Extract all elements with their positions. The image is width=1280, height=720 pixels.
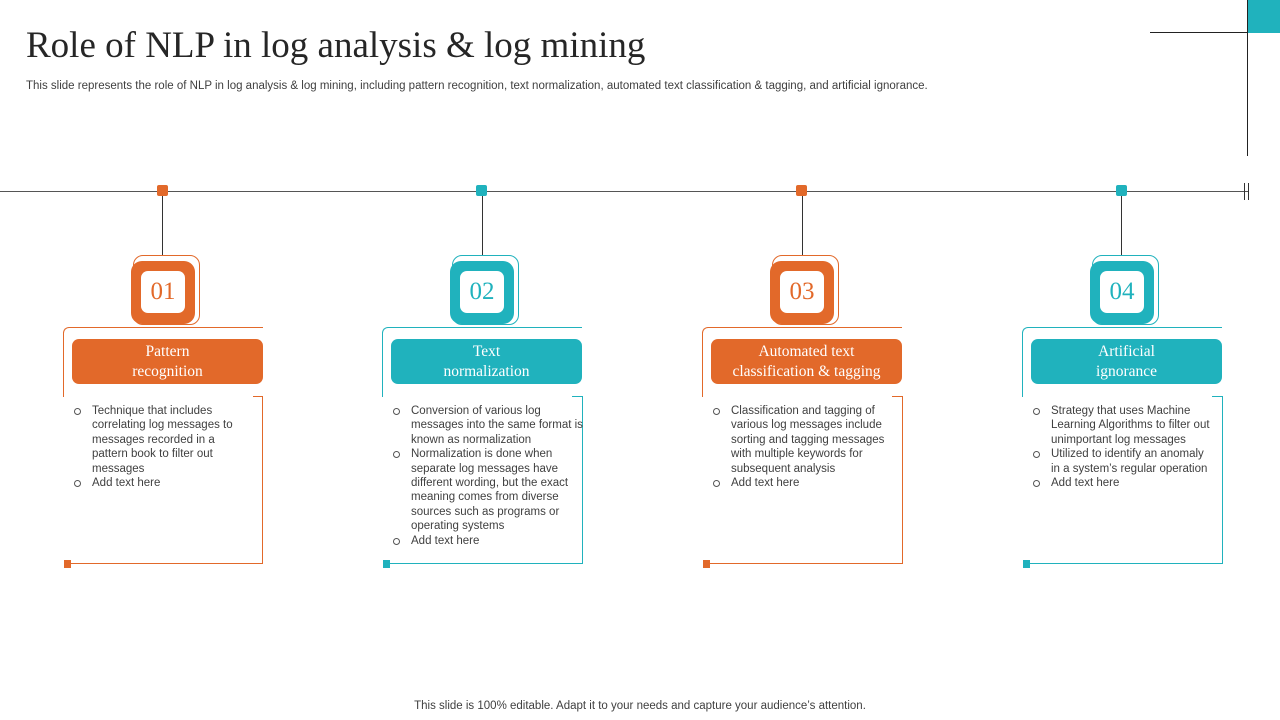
step-number: 04 bbox=[1100, 271, 1144, 313]
arrow-left-icon bbox=[703, 560, 710, 568]
step-number: 03 bbox=[780, 271, 824, 313]
step-number: 02 bbox=[460, 271, 504, 313]
content-frame bbox=[892, 396, 902, 397]
content-frame bbox=[262, 396, 263, 563]
content-frame bbox=[1212, 396, 1222, 397]
timeline-connector bbox=[482, 196, 483, 255]
step-number-badge bbox=[1090, 261, 1154, 324]
list-item: Technique that includes correlating log messages to messages recorded in a pattern book to filter out messages bbox=[72, 404, 248, 476]
step-label: Automated text classification & tagging bbox=[711, 339, 902, 384]
footer-note: This slide is 100% editable. Adapt it to your needs and capture your audience’s attention. bbox=[414, 700, 866, 712]
content-frame bbox=[70, 563, 263, 564]
timeline-connector bbox=[1121, 196, 1122, 255]
timeline-end-mark bbox=[1248, 183, 1249, 200]
list-item: Add text here bbox=[711, 476, 897, 490]
list-item: Add text here bbox=[1031, 476, 1211, 490]
list-item: Add text here bbox=[391, 534, 583, 548]
page-title: Role of NLP in log analysis & log mining bbox=[26, 25, 646, 66]
page-subtitle: This slide represents the role of NLP in log analysis & log mining, including pattern recognition, text normalization, automated text classification & tagging, and artificial ignorance. bbox=[26, 80, 928, 92]
corner-accent-square bbox=[1248, 0, 1280, 33]
timeline-line bbox=[0, 191, 1248, 192]
bullet-list bbox=[711, 404, 897, 490]
list-item: Utilized to identify an anomaly in a system’s regular operation bbox=[1031, 447, 1211, 476]
content-frame bbox=[572, 396, 582, 397]
step-label: Pattern recognition bbox=[72, 339, 263, 384]
content-frame bbox=[902, 396, 903, 563]
bullet-list bbox=[1031, 404, 1211, 490]
timeline-dot bbox=[796, 185, 807, 196]
timeline-dot bbox=[1116, 185, 1127, 196]
step-number-badge bbox=[770, 261, 834, 324]
step-label: Text normalization bbox=[391, 339, 582, 384]
list-item: Add text here bbox=[72, 476, 248, 490]
arrow-left-icon bbox=[1023, 560, 1030, 568]
step-label: Artificial ignorance bbox=[1031, 339, 1222, 384]
arrow-left-icon bbox=[383, 560, 390, 568]
timeline-dot bbox=[157, 185, 168, 196]
content-frame bbox=[1222, 396, 1223, 563]
arrow-left-icon bbox=[64, 560, 71, 568]
timeline-end-mark bbox=[1244, 183, 1245, 200]
step-number-badge bbox=[450, 261, 514, 324]
content-frame bbox=[710, 563, 903, 564]
content-frame bbox=[1030, 563, 1223, 564]
list-item: Conversion of various log messages into the same format is known as normalization bbox=[391, 404, 583, 447]
list-item: Classification and tagging of various log messages include sorting and tagging messages with multiple keywords for subsequent analysis bbox=[711, 404, 897, 476]
timeline-dot bbox=[476, 185, 487, 196]
step-number-badge bbox=[131, 261, 195, 324]
step-number: 01 bbox=[141, 271, 185, 313]
timeline-connector bbox=[162, 196, 163, 255]
bullet-list bbox=[391, 404, 583, 548]
timeline-connector bbox=[802, 196, 803, 255]
content-frame bbox=[390, 563, 583, 564]
bullet-list bbox=[72, 404, 248, 490]
list-item: Normalization is done when separate log messages have different wording, but the exact meaning comes from diverse sources such as programs or operating systems bbox=[391, 447, 583, 533]
list-item: Strategy that uses Machine Learning Algorithms to filter out unimportant log messages bbox=[1031, 404, 1211, 447]
